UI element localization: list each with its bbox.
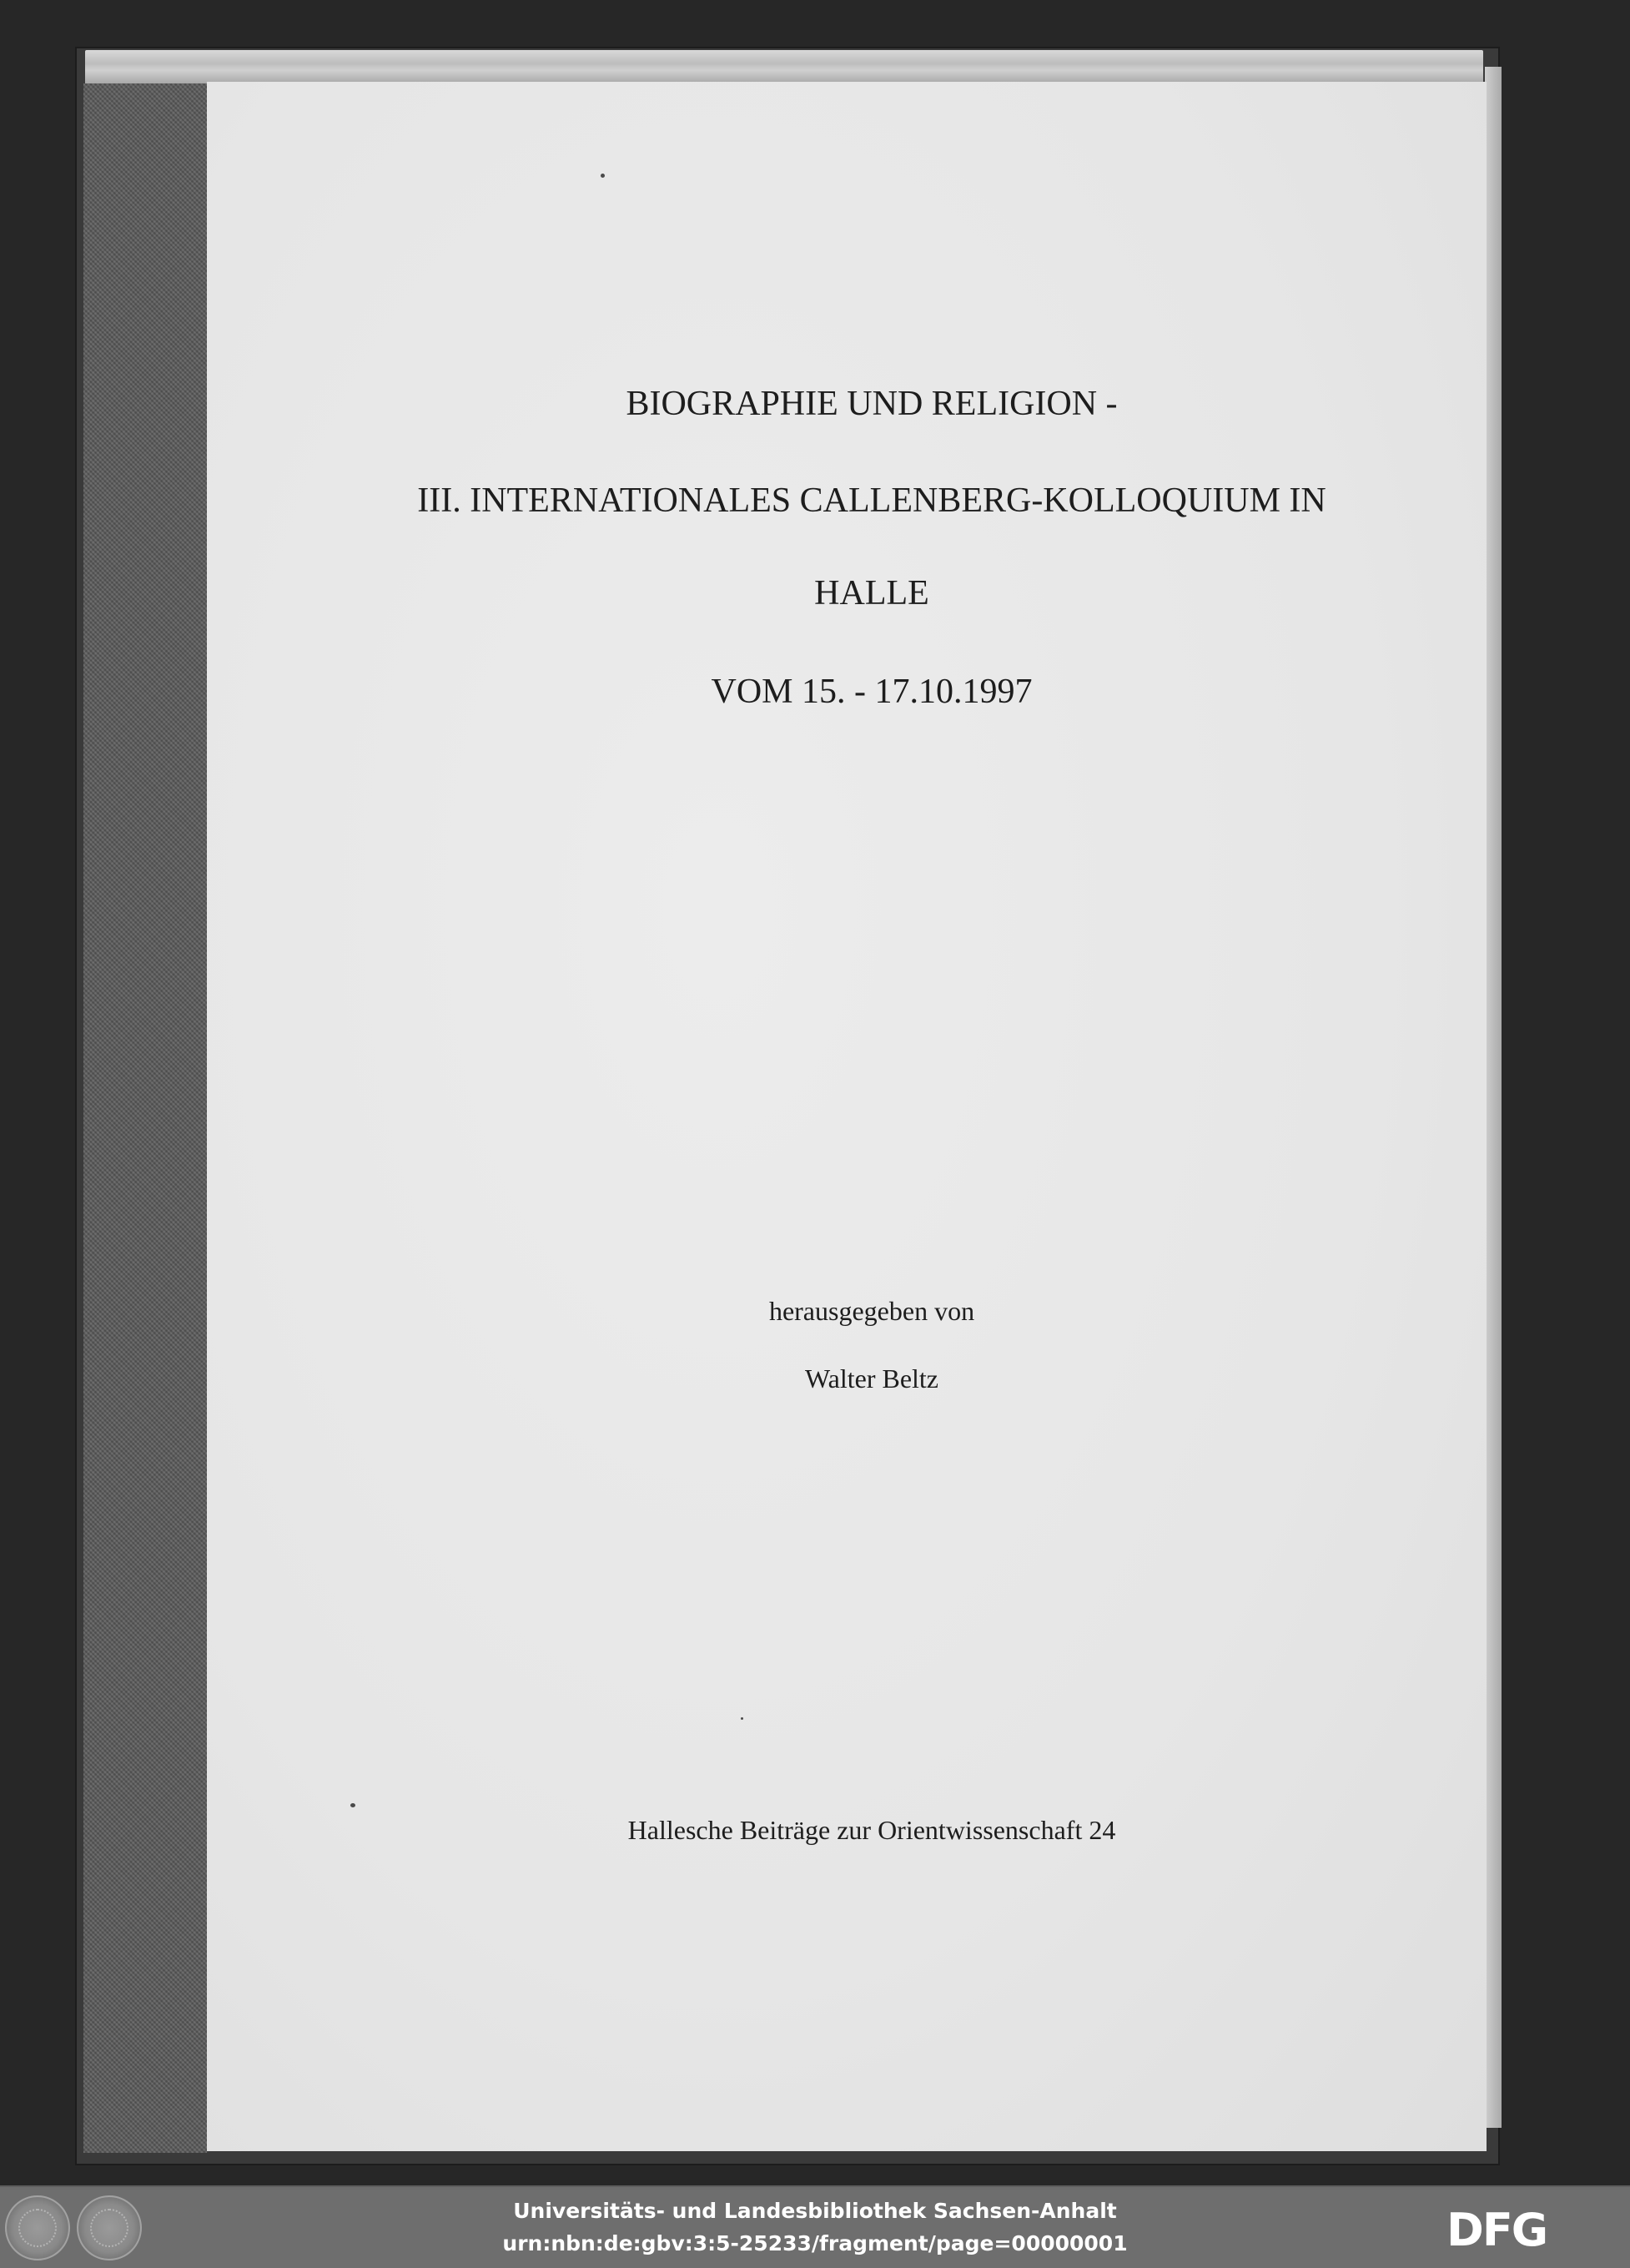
library-name: Universitäts- und Landesbibliothek Sachsen-Anhalt <box>513 2199 1117 2223</box>
book-page-edge-top <box>85 50 1483 83</box>
dfg-logo-icon <box>1446 2205 1580 2252</box>
title-line-3: HALLE <box>814 574 929 612</box>
editor-label: herausgegeben von <box>768 1296 975 1326</box>
title-line-2: III. INTERNATIONALES CALLENBERG-KOLLOQUIUM IN <box>417 481 1326 520</box>
book-spine <box>83 83 209 2153</box>
title-line-4: VOM 15. - 17.10.1997 <box>711 673 1033 711</box>
library-footer-bar <box>0 2185 1630 2268</box>
book-cover <box>207 82 1487 2151</box>
editor-name: Walter Beltz <box>804 1363 938 1394</box>
dfg-logo-text: DFG <box>1446 2205 1547 2252</box>
dust-speck <box>350 1803 355 1807</box>
dust-speck <box>741 1717 743 1720</box>
title-line-1: BIOGRAPHIE UND RELIGION - <box>626 385 1118 423</box>
series-title: Hallesche Beiträge zur Orientwissenschaft 24 <box>627 1815 1116 1845</box>
dust-speck <box>601 174 605 178</box>
document-urn[interactable]: urn:nbn:de:gbv:3:5-25233/fragment/page=00000001 <box>502 2231 1128 2255</box>
